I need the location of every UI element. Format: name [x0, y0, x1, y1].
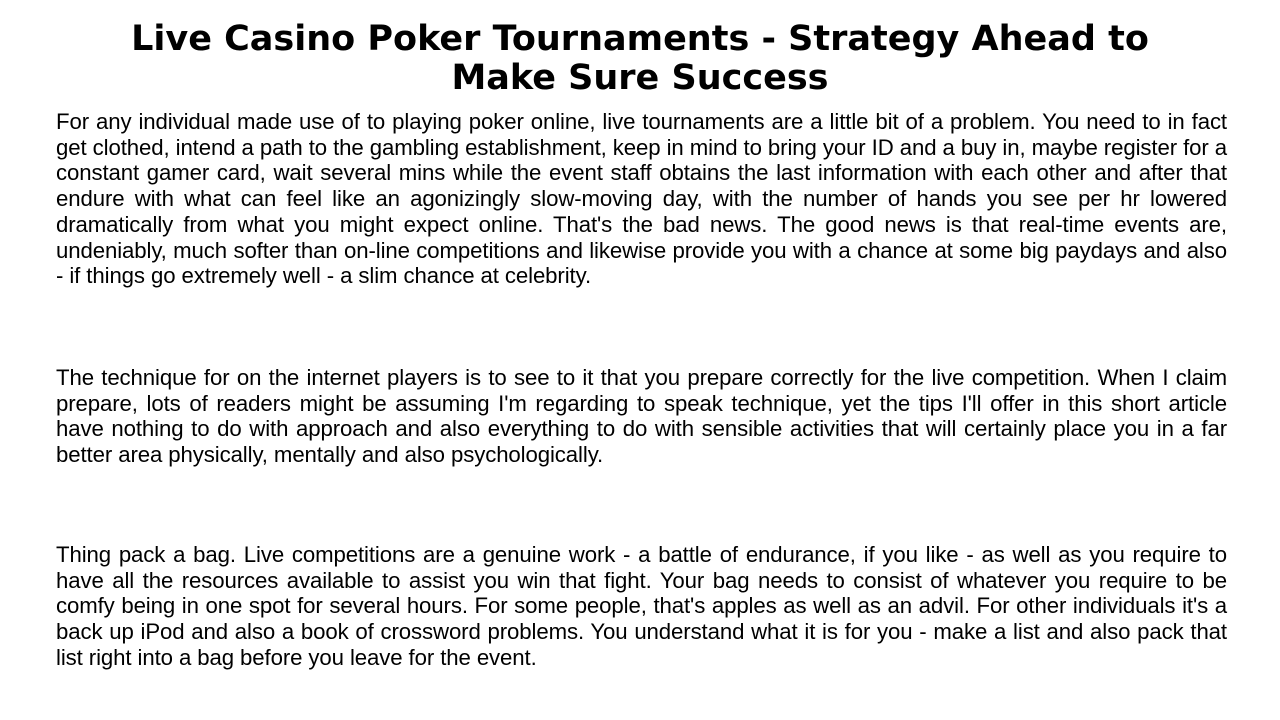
document-title: Live Casino Poker Tournaments - Strategy Ahead to Make Sure Success	[131, 19, 1149, 98]
paragraph-1: For any individual made use of to playing poker online, live tournaments are a little bit of a problem. You need to in fact get clothed, intend a path to the gambling establishment, keep in mind to bring your ID and a buy in, maybe register for a constant gamer card, wait several mins while the event staff obtains the last information with each other and after that endure with what can feel like an agonizingly slow-moving day, with the number of hands you see per hr lowered dramatically from what you might expect online. That's the bad news. The good news is that real-time events are, undeniably, much softer than on-line competitions and likewise provide you with a chance at some big paydays and also - if things go extremely well - a slim chance at celebrity.	[56, 109, 1227, 289]
paragraph-3: Thing pack a bag. Live competitions are a genuine work - a battle of endurance, if you like - as well as you require to have all the resources available to assist you win that fight. Your bag needs to consist of whatever you require to be comfy being in one spot for several hours. For some people, that's apples as well as an advil. For other individuals it's a back up iPod and also a book of crossword problems. You understand what it is for you - make a list and also pack that list right into a bag before you leave for the event.	[56, 542, 1227, 670]
paragraph-2: The technique for on the internet players is to see to it that you prepare correctly for the live competition. When I claim prepare, lots of readers might be assuming I'm regarding to speak technique, yet the tips I'll offer in this short article have nothing to do with approach and also everything to do with sensible activities that will certainly place you in a far better area physically, mentally and also psychologically.	[56, 365, 1227, 468]
